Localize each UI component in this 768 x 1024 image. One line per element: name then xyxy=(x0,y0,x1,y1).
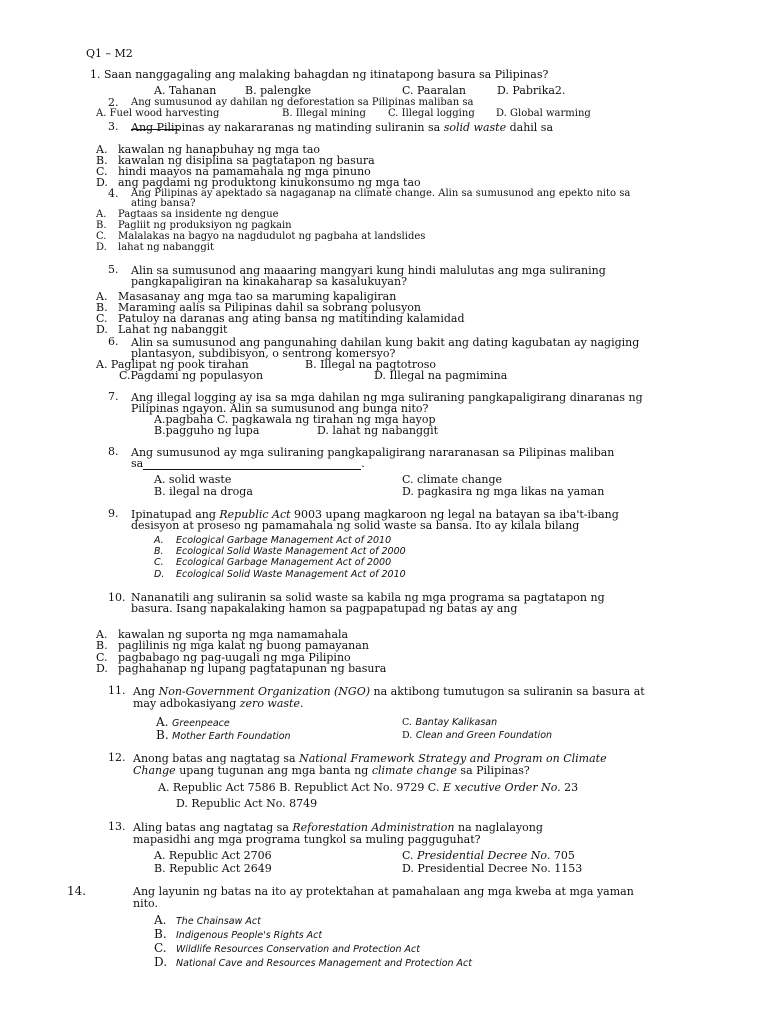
question-2-number: 2. xyxy=(108,96,119,109)
question-6-number: 6. xyxy=(108,335,119,348)
question-6-line1: Alin sa sumusunod ang pangunahing dahilan kung bakit ang dating kagubatan ay nagiging xyxy=(131,336,640,349)
q6-choice-c: C.Pagdami ng populasyon xyxy=(119,369,264,382)
q1-choice-c: C. Paaralan xyxy=(402,84,467,97)
question-4-number: 4. xyxy=(108,187,119,200)
q3-choice-c: C. hindi maayos na pamamahala ng mga pinuno xyxy=(96,165,371,178)
q11-choice-c: C. Bantay Kalikasan xyxy=(402,717,498,728)
q9-choice-a: A. Ecological Garbage Management Act of 2010 xyxy=(154,535,392,546)
q13-choice-a: A. Republic Act 2706 xyxy=(154,849,272,862)
question-13-line1: Aling batas ang nagtatag sa Reforestation Administration na naglalayong xyxy=(133,821,543,834)
question-4-line1: Ang Pilipinas ay apektado sa nagaganap na climate change. Alin sa sumusunod ang epekto nito sa xyxy=(131,188,631,199)
q4-choice-b: B. Pagliit ng produksiyon ng pagkain xyxy=(96,220,292,231)
q5-choice-a: A. Masasanay ang mga tao sa maruming kapaligiran xyxy=(96,290,397,303)
q7-choice-d: D. lahat ng nabanggit xyxy=(317,424,439,437)
question-7-number: 7. xyxy=(108,390,119,403)
q14-choice-a: A. The Chainsaw Act xyxy=(154,913,261,927)
question-5-number: 5. xyxy=(108,263,119,276)
question-11-line1: Ang Non-Government Organization (NGO) na aktibong tumutugon sa suliranin sa basura at xyxy=(133,685,645,698)
page-header: Q1 – M2 xyxy=(86,47,133,60)
question-7-line2: Pilipinas ngayon. Alin sa sumusunod ang bunga nito? xyxy=(131,402,429,415)
question-9-line1: Ipinatupad ang Republic Act 9003 upang magkaroon ng legal na batayan sa iba't-ibang xyxy=(131,508,619,521)
q13-choice-d: D. Presidential Decree No. 1153 xyxy=(402,862,583,875)
q7-choice-b: B.pagguho ng lupa xyxy=(154,424,260,437)
q7-choices-ac: A.pagbaha C. pagkawala ng tirahan ng mga hayop xyxy=(154,413,436,426)
q3-choice-a: A. kawalan ng hanapbuhay ng mga tao xyxy=(96,143,321,156)
q10-choice-c: C. pagbabago ng pag-uugali ng mga Pilipino xyxy=(96,651,351,664)
question-11-number: 11. xyxy=(108,684,126,697)
q8-choice-a: A. solid waste xyxy=(154,473,232,486)
question-12-line2: Change upang tugunan ang mga banta ng climate change sa Pilipinas? xyxy=(133,764,530,777)
q1-choice-d: D. Pabrika2. xyxy=(497,84,566,97)
question-13-line2: mapasidhi ang mga programa tungkol sa muling pagguguhat? xyxy=(133,833,481,846)
question-12-line1: Anong batas ang nagtatag sa National Framework Strategy and Program on Climate xyxy=(133,752,607,765)
q9-choice-d: D. Ecological Solid Waste Management Act of 2010 xyxy=(154,569,406,580)
question-5-line2: pangkapaligiran na kinakaharap sa kasalukuyan? xyxy=(131,275,407,288)
q4-choice-a: A. Pagtaas sa insidente ng dengue xyxy=(96,209,279,220)
q14-choice-d: D. National Cave and Resources Management and Protection Act xyxy=(154,955,473,969)
question-10-line2: basura. Isang napakalaking hamon sa pagpapatupad ng batas ay ang xyxy=(131,602,518,615)
q11-choice-a: A. Greenpeace xyxy=(156,715,230,729)
question-3-number: 3. xyxy=(108,120,119,133)
q3-choice-d: D. ang pagdami ng produktong kinukonsumo ng mga tao xyxy=(96,176,421,189)
q6-choice-b: B. Illegal na pagtotroso xyxy=(305,358,436,371)
question-4-line2: ating bansa? xyxy=(131,198,196,209)
q14-choice-c: C. Wildlife Resources Conservation and Protection Act xyxy=(154,941,420,955)
q8-choice-b: B. ilegal na droga xyxy=(154,485,253,498)
question-6-line2: plantasyon, subdibisyon, o sentrong komersyo? xyxy=(131,347,396,360)
q11-choice-b: B. Mother Earth Foundation xyxy=(156,728,291,742)
q14-choice-b: B. Indigenous People's Rights Act xyxy=(154,927,323,941)
q12-choices-abc: A. Republic Act 7586 B. Republict Act No. 9729 C. E xecutive Order No. 23 xyxy=(158,781,579,794)
q9-choice-c: C. Ecological Garbage Management Act of 2000 xyxy=(154,557,392,568)
q5-choice-d: D. Lahat ng nabanggit xyxy=(96,323,228,336)
q11-choice-d: D. Clean and Green Foundation xyxy=(402,730,553,741)
question-10-number: 10. xyxy=(108,591,126,604)
q2-choice-a: A. Fuel wood harvesting xyxy=(96,108,220,119)
q9-choice-b: B. Ecological Solid Waste Management Act of 2000 xyxy=(154,546,406,557)
question-7-line1: Ang illegal logging ay isa sa mga dahilan ng mga suliraning pangkapaligirang dinaranas ng xyxy=(131,391,643,404)
q3-answer-blank xyxy=(131,129,179,130)
q6-choice-d: D. Illegal na pagmimina xyxy=(374,369,508,382)
q1-choice-b: B. palengke xyxy=(245,84,312,97)
question-9-number: 9. xyxy=(108,507,119,520)
question-8-number: 8. xyxy=(108,445,119,458)
question-14-line1: Ang layunin ng batas na ito ay protektahan at pamahalaan ang mga kweba at mga yaman xyxy=(133,885,634,898)
q13-choice-b: B. Republic Act 2649 xyxy=(154,862,272,875)
question-3-text: Ang Pilipinas ay nakararanas ng matinding suliranin sa solid waste dahil sa xyxy=(131,121,554,134)
question-10-line1: Nananatili ang suliranin sa solid waste sa kabila ng mga programa sa pagtatapon ng xyxy=(131,591,605,604)
q10-choice-b: B. paglilinis ng mga kalat ng buong pamayanan xyxy=(96,639,369,652)
q6-choice-a: A. Paglipat ng pook tirahan xyxy=(96,358,249,371)
q4-choice-d: D. lahat ng nabanggit xyxy=(96,242,215,253)
question-13-number: 13. xyxy=(108,820,126,833)
q3-choice-b: B. kawalan ng disiplina sa pagtatapon ng basura xyxy=(96,154,375,167)
q8-choice-c: C. climate change xyxy=(402,473,503,486)
q2-choice-c: C. Illegal logging xyxy=(388,108,475,119)
question-5-line1: Alin sa sumusunod ang maaaring mangyari kung hindi malulutas ang mga suliraning xyxy=(131,264,606,277)
question-9-line2: desisyon at proseso ng pamamahala ng solid waste sa bansa. Ito ay kilala bilang xyxy=(131,519,580,532)
question-12-number: 12. xyxy=(108,751,126,764)
q4-choice-c: C. Malalakas na bagyo na nagdudulot ng pagbaha at landslides xyxy=(96,231,426,242)
question-14-number: 14. xyxy=(67,884,87,898)
q1-choice-a: A. Tahanan xyxy=(154,84,217,97)
q5-choice-c: C. Patuloy na daranas ang ating bansa ng matitinding kalamidad xyxy=(96,312,465,325)
q8-choice-d: D. pagkasira ng mga likas na yaman xyxy=(402,485,605,498)
q2-choice-d: D. Global warming xyxy=(496,108,591,119)
q12-choice-d: D. Republic Act No. 8749 xyxy=(176,797,318,810)
question-8-line1: Ang sumusunod ay mga suliraning pangkapaligirang nararanasan sa Pilipinas maliban xyxy=(131,446,615,459)
q2-choice-b: B. Illegal mining xyxy=(282,108,366,119)
q10-choice-a: A. kawalan ng suporta ng mga namamahala xyxy=(96,628,349,641)
question-14-line2: nito. xyxy=(133,897,158,910)
question-2-text: Ang sumusunod ay dahilan ng deforestation sa Pilipinas maliban sa xyxy=(131,97,474,108)
question-11-line2: may adbokasiyang zero waste. xyxy=(133,697,304,710)
question-8-line2: sa . xyxy=(131,457,365,470)
q5-choice-b: B. Maraming aalis sa Pilipinas dahil sa sobrang polusyon xyxy=(96,301,421,314)
q13-choice-c: C. Presidential Decree No. 705 xyxy=(402,849,575,862)
q10-choice-d: D. paghahanap ng lupang pagtatapunan ng basura xyxy=(96,662,387,675)
question-1-text: 1. Saan nanggagaling ang malaking bahagdan ng itinatapong basura sa Pilipinas? xyxy=(90,68,549,81)
